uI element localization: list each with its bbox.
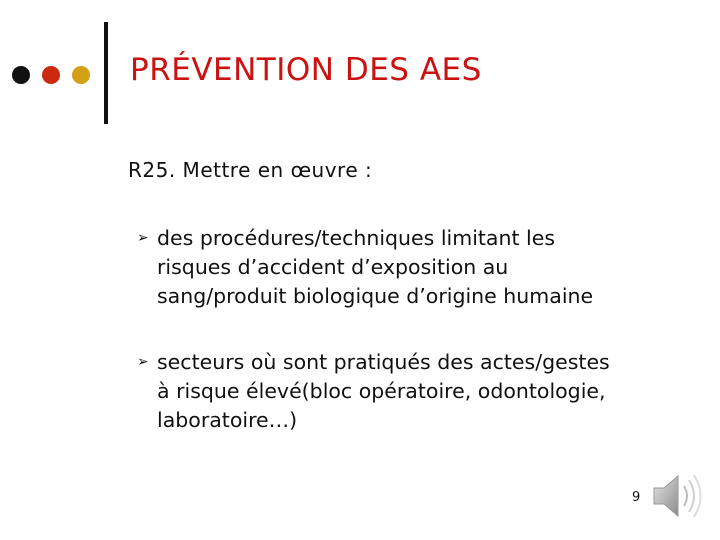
bullet-item-2 — [157, 348, 677, 435]
speaker-icon[interactable] — [646, 470, 706, 526]
bullet-line: sang/produit biologique d’origine humaine — [157, 284, 594, 308]
bullet-item-1 — [157, 224, 677, 311]
slide-subtitle: R25. Mettre en œuvre : — [128, 158, 373, 182]
bullet-line: des procédures/techniques limitant les — [157, 226, 556, 250]
bullet-line: secteurs où sont pratiqués des actes/gestes — [157, 350, 610, 374]
bullet-line: à risque élevé(bloc opératoire, odontologie, — [157, 379, 606, 403]
page-number: 9 — [632, 490, 641, 505]
bullet-line: risques d’accident d’exposition au — [157, 255, 509, 279]
bullet-line: laboratoire…) — [157, 408, 298, 432]
bullet-arrow-icon: ➢ — [137, 354, 149, 370]
bullet-arrow-icon: ➢ — [137, 230, 149, 246]
red-dot — [42, 66, 60, 84]
gold-dot — [72, 66, 90, 84]
black-dot — [12, 66, 30, 84]
slide-title: PRÉVENTION DES AES — [130, 52, 482, 88]
title-divider-line — [104, 22, 108, 124]
